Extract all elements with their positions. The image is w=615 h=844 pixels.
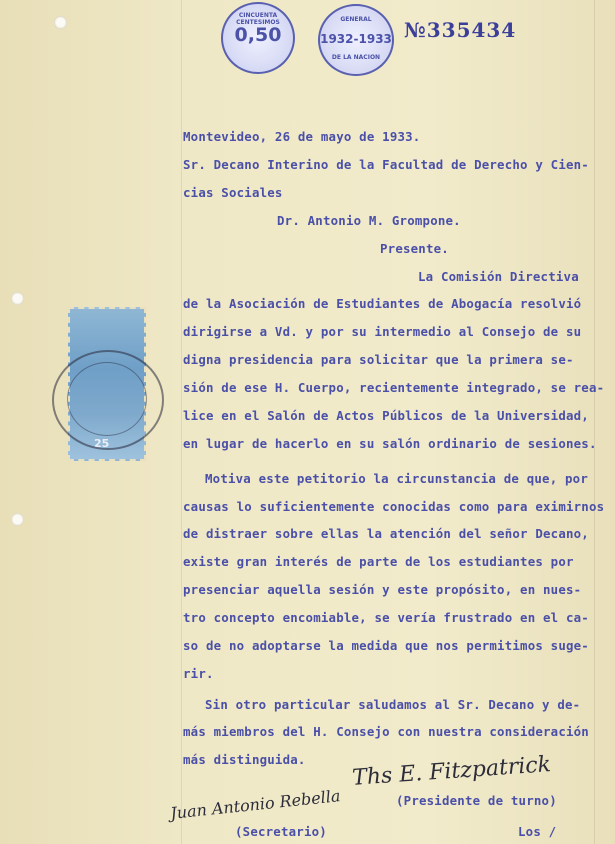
letter-date: Montevideo, 26 de mayo de 1933. (183, 129, 421, 144)
letter-line: Sin otro particular saludamos al Sr. Decano y de- (205, 697, 581, 712)
letter-line: Sr. Decano Interino de la Facultad de Derecho y Cien- (183, 157, 589, 172)
secretary-label: (Secretario) (235, 824, 327, 839)
letter-line: lice en el Salón de Actos Públicos de la Universidad, (183, 408, 589, 423)
margin-line (181, 0, 182, 844)
letter-line: La Comisión Directiva (418, 269, 579, 284)
edge-line (594, 0, 595, 844)
cancellation-mark-inner (67, 362, 147, 436)
letter-line: más distinguida. (183, 752, 306, 767)
letter-line: so de no adoptarse la medida que nos permitimos suge- (183, 638, 589, 653)
letter-line: dirigirse a Vd. y por su intermedio al Consejo de su (183, 324, 582, 339)
letter-line: en lugar de hacerlo en su salón ordinario de sesiones. (183, 436, 597, 451)
seal-right-bottom: DE LA NACION (331, 54, 381, 61)
seal-right-years: 1932-1933 (320, 32, 392, 46)
serial-number: №335434 (404, 18, 517, 42)
punch-hole (11, 292, 24, 305)
president-signature: Ths E. Fitzpatrick (351, 752, 552, 791)
fiscal-seal-right (318, 4, 394, 76)
letter-recipient: Dr. Antonio M. Grompone. (277, 213, 461, 228)
letter-line: de distraer sobre ellas la atención del señor Decano, (183, 526, 589, 541)
letter-line: tro concepto encomiable, se vería frustrado en el ca- (183, 610, 589, 625)
punch-hole (54, 16, 67, 29)
letter-line: más miembros del H. Consejo con nuestra consideración (183, 724, 589, 739)
letter-line: existe gran interés de parte de los estudiantes por (183, 554, 574, 569)
letter-line: causas lo suficientemente conocidas como para eximirnos (183, 499, 605, 514)
seal-left-text: CINCUENTA CENTESIMOS (236, 12, 280, 26)
seal-right-top: GENERAL (340, 16, 372, 23)
page-footer: Los / (518, 824, 557, 839)
letter-line: digna presidencia para solicitar que la primera se- (183, 352, 574, 367)
letter-line: cias Sociales (183, 185, 283, 200)
secretary-signature: Juan Antonio Rebella (169, 786, 342, 823)
letter-line: Presente. (380, 241, 449, 256)
president-label: (Presidente de turno) (396, 793, 557, 808)
letter-line: de la Asociación de Estudiantes de Abogacía resolvió (183, 296, 582, 311)
letter-line: Motiva este petitorio la circunstancia de que, por (205, 471, 588, 486)
seal-left-value: 0,50 (234, 24, 282, 46)
letter-line: sión de ese H. Cuerpo, recientemente integrado, se rea- (183, 380, 605, 395)
letter-line: presenciar aquella sesión y este propósito, en nues- (183, 582, 582, 597)
stamp-value: 25 (94, 437, 110, 450)
punch-hole (11, 513, 24, 526)
letter-line: rir. (183, 666, 214, 681)
fiscal-seal-left (221, 2, 295, 74)
